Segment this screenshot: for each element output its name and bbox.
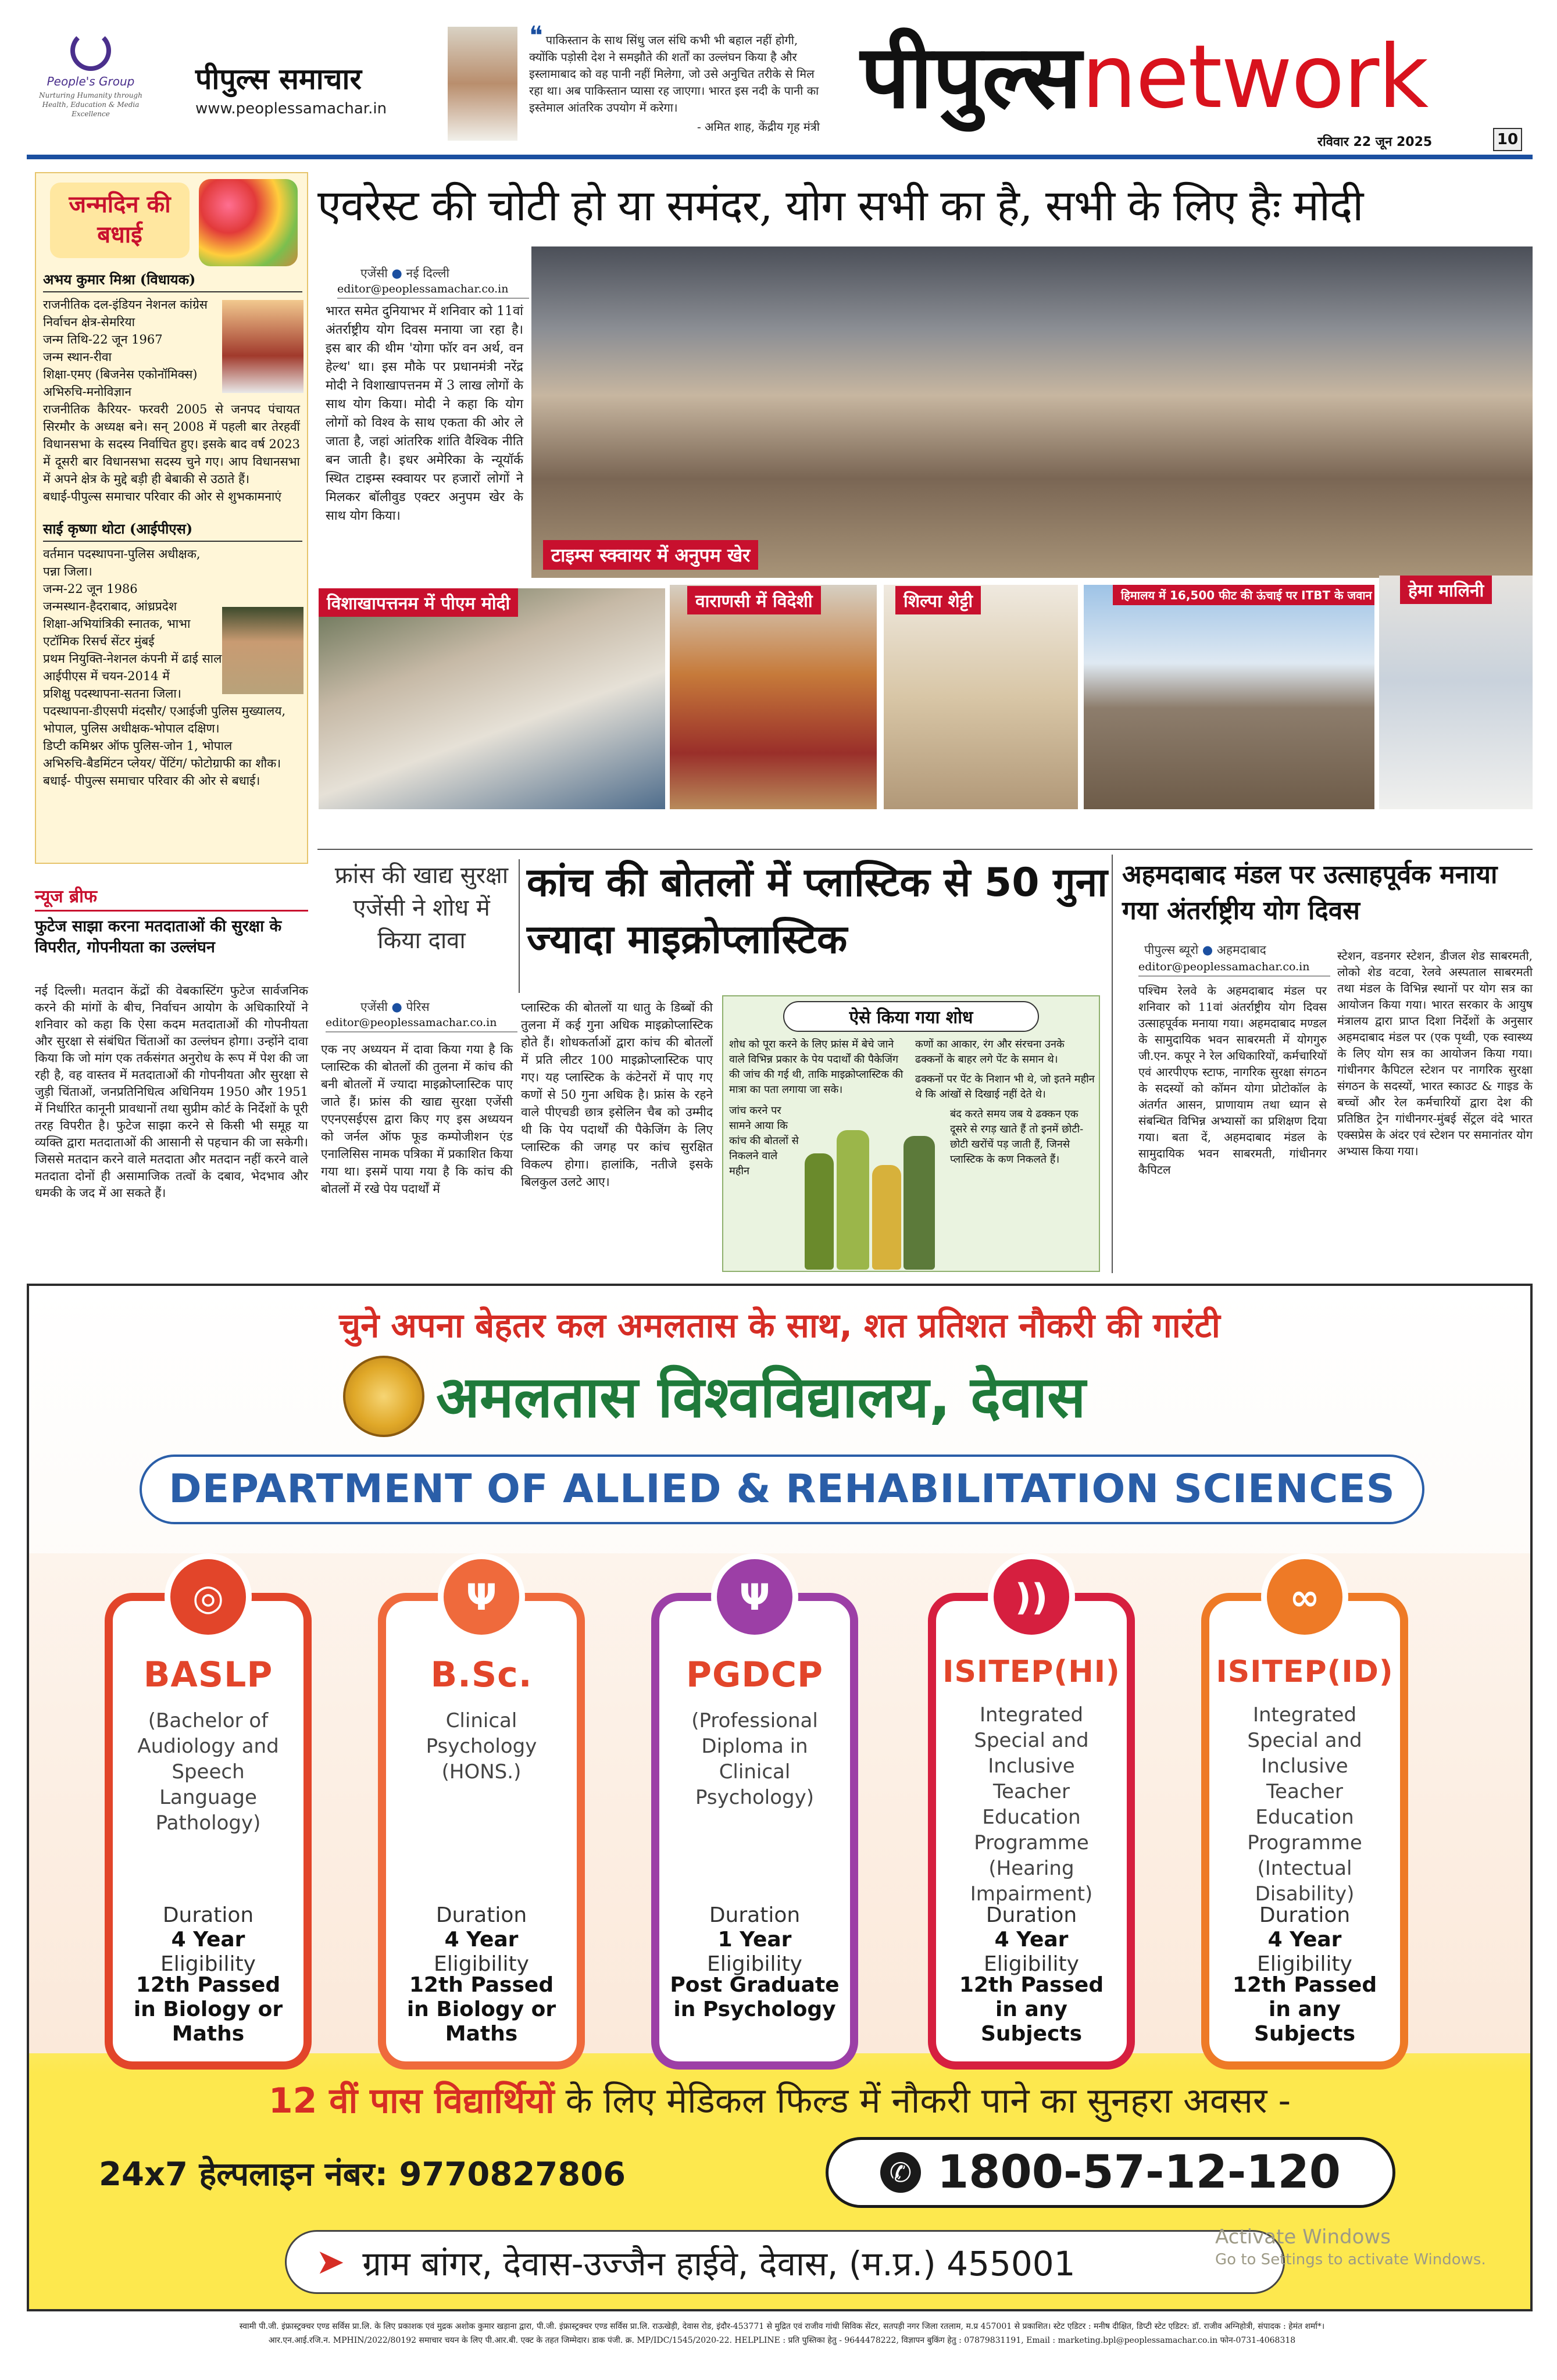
group-logo-icon bbox=[70, 30, 111, 71]
address-text: ग्राम बांगर, देवास-उज्जैन हाईवे, देवास, (म.प्र.) 455001 bbox=[362, 2243, 1076, 2283]
eligibility-label: Eligibility bbox=[434, 1952, 529, 1976]
helpline bbox=[99, 2151, 626, 2195]
person1-line: राजनीतिक कैरियर- फरवरी 2005 से जनपद पंचायत सिरमौर के अध्यक्ष बने। सन् 2008 में पहली बार तेरहवीं विधानसभा के सदस्य निर्वाचित हुए। इसके बाद वर्ष 2023 में दूसरी बार विधानसभा सदस्य चुने गए। आप विधानसभा में अपने क्षेत्र के मुद्दे बड़ी ही बेबाकी से उठाते हैं। bbox=[43, 402, 300, 486]
course-desc: (Professional Diploma in Clinical Psychology) bbox=[691, 1709, 818, 1809]
course-duration bbox=[659, 1903, 850, 1977]
plastic-kicker: फ्रांस की खाद्य सुरक्षा एजेंसी ने शोध में किया दावा bbox=[334, 862, 509, 954]
department-name: DEPARTMENT OF ALLIED & REHABILITATION SCIENCES bbox=[169, 1466, 1395, 1512]
watermark-sub: Go to Settings to activate Windows. bbox=[1215, 2251, 1486, 2268]
plastic-col1: एक नए अध्ययन में दावा किया गया है कि प्लास्टिक की बोतलों की तुलना में कांच की बनी बोतलों में ज्यादा माइक्रोप्लास्टिक पाए जाते हैं। फ्रांस की खाद्य सुरक्षा एजेंसी एएनएसईएस द्वारा किए गए इस अध्ययन को जर्नल ऑफ फूड कम्पोजीशन एंड एनालिसिस नामक पत्रिका में प्रकाशित किया गया था। इसमें पाया गया है कि कांच की बोतलों में रखे पेय पदार्थों में bbox=[321, 1042, 513, 1196]
eligibility-label: Eligibility bbox=[984, 1952, 1079, 1976]
caption-itbt: हिमालय में 16,500 फीट की ऊंचाई पर ITBT के जवान bbox=[1113, 585, 1374, 605]
department-banner bbox=[140, 1455, 1424, 1524]
caption-times-square: टाइम्स स्क्वायर में अनुपम खेर bbox=[543, 540, 758, 570]
location-arrow-icon: ➤ bbox=[316, 2242, 345, 2282]
ahmedabad-col1: पश्चिम रेलवे के अहमदाबाद मंडल पर शनिवार को 11वां अंतर्राष्ट्रीय योग दिवस उत्साहपूर्वक मनाया गया। अहमदाबाद मण्डल के सामुदायिक भवन साबरमती में योगगुरु जी.एन. कपूर ने रेल अधिकारियों, कर्मचारियों एवं आरपीएफ स्टाफ, नागरिक सुरक्षा संगठन के सदस्यों को कॉमन योगा प्रोटोकॉल के अंतर्गत आसन, प्राणायाम तथा ध्यान से संबन्धित विभिन्न अभ्यासों का प्रशिक्षण दिया गया। बता दें, अहमदाबाद मंडल के सामुदायिक भवन साबरमती, गांधीनगर कैपिटल bbox=[1138, 984, 1327, 1177]
bottle-icon bbox=[805, 1153, 834, 1270]
course-desc: Integrated Special and Inclusive Teacher Education Programme (Intectual Disability) bbox=[1247, 1703, 1362, 1906]
yoga-body: भारत समेत दुनियाभर में शनिवार को 11वां अंतर्राष्ट्रीय योग दिवस मनाया जा रहा है। इस बार की थीम 'योगा फॉर वन अर्थ, वन हेल्थ' था। इस मौके पर प्रधानमंत्री नरेंद्र मोदी ने विशाखापत्तनम में 3 लाख लोगों के साथ योग किया। मोदी ने कहा कि योग लोगों को विश्व के साथ एकता की ओर ले जाता है, जहां आंतरिक शांति वैश्विक नीति बन जाती है। इधर अमेरिका के न्यूयॉर्क स्थित टाइम्स स्क्वायर पर हजारों लोगों ने मिलकर बॉलीवुड एक्टर अनुपम खेर के साथ योग किया। bbox=[326, 304, 523, 523]
person1-line: निर्वाचन क्षेत्र-सेमरिया bbox=[43, 315, 135, 329]
person2-line: जन्मस्थान-हैदराबाद, आंध्रप्रदेश bbox=[43, 599, 177, 613]
section-rule bbox=[317, 849, 1533, 850]
person1-name: अभय कुमार मिश्रा (विधायक) bbox=[43, 270, 302, 292]
dot-icon: ● bbox=[391, 266, 402, 280]
caption-shilpa: शिल्पा शेट्टी bbox=[895, 586, 981, 614]
plastic-col2: प्लास्टिक की बोतलों या धातु के डिब्बों की तुलना में कई गुना अधिक माइक्रोप्लास्टिक होते हैं। शोधकर्ताओं द्वारा कांच की बोतलों में प्रति लीटर 100 माइक्रोप्लास्टिक पाए गए। यह प्लास्टिक के कंटेनरों में पाए गए कणों से 50 गुना अधिक है। फ्रांस के रहने वाले पीएचडी छात्र इसेलिन चैब को उम्मीद थी कि पेय पदार्थों की पैकेजिंग के लिए प्लास्टिक की जगह पर कांच सुरक्षित विकल्प होगा। हालांकि, नतीजे इसके बिलकुल उलटे आए। bbox=[521, 1000, 713, 1189]
eligibility-label: Eligibility bbox=[160, 1952, 256, 1976]
group-name: People's Group bbox=[47, 74, 135, 88]
duration-value: 4 Year bbox=[994, 1928, 1069, 1952]
hema-photo bbox=[1379, 576, 1533, 809]
person1-line: राजनीतिक दल-इंडियन नेशनल कांग्रेस bbox=[43, 298, 208, 312]
ahmedabad-email[interactable]: editor@peoplessamachar.co.in bbox=[1138, 960, 1330, 977]
imprint bbox=[35, 2320, 1529, 2347]
person2-line: डिप्टी कमिश्नर ऑफ पुलिस-जोन 1, भोपाल bbox=[43, 739, 233, 753]
newspaper-title bbox=[860, 28, 1535, 127]
course-card-bsc[interactable] bbox=[378, 1575, 585, 2070]
person1-photo bbox=[222, 300, 303, 393]
course-title: BASLP bbox=[143, 1654, 273, 1695]
opportunity-rest: के लिए मेडिकल फिल्ड में नौकरी पाने का सुनहरा अवसर - bbox=[565, 2081, 1291, 2121]
person2-line: जन्म-22 जून 1986 bbox=[43, 582, 138, 596]
ear-icon: ◎ bbox=[165, 1553, 252, 1641]
research-box-title: ऐसे किया गया शोध bbox=[783, 1001, 1039, 1032]
yoga-headline: एवरेस्ट की चोटी हो या समंदर, योग सभी का है, सभी के लिए हैः मोदी bbox=[317, 181, 1363, 231]
sister-paper-logo bbox=[195, 58, 428, 117]
person1-line: जन्म तिथि-22 जून 1967 bbox=[43, 333, 163, 346]
bottle-icon bbox=[837, 1130, 869, 1270]
bottle-icon bbox=[904, 1136, 935, 1270]
eligibility-label: Eligibility bbox=[1257, 1952, 1352, 1976]
course-duration bbox=[936, 1903, 1127, 1977]
course-card-pgdcp[interactable] bbox=[651, 1575, 858, 2070]
title-english: network bbox=[1081, 27, 1428, 128]
phone-icon: ✆ bbox=[880, 2152, 921, 2193]
course-card-isitep-id[interactable] bbox=[1201, 1575, 1408, 2070]
course-desc: Integrated Special and Inclusive Teacher Education Programme (Hearing Impairment) bbox=[970, 1703, 1093, 1906]
quote-author: - अमित शाह, केंद्रीय गृह मंत्री bbox=[697, 120, 820, 134]
duration-value: 4 Year bbox=[1267, 1928, 1342, 1952]
watermark-title: Activate Windows bbox=[1215, 2225, 1391, 2249]
news-brief-headline: फुटेज साझा करना मतदाताओं की सुरक्षा के विपरीत, गोपनीयता का उल्लंघन bbox=[35, 917, 282, 956]
opportunity-line bbox=[29, 2075, 1530, 2123]
ahmedabad-place: अहमदाबाद bbox=[1216, 943, 1266, 957]
person2-photo bbox=[222, 607, 303, 694]
course-duration bbox=[113, 1903, 303, 1977]
ahmedabad-headline: अहमदाबाद मंडल पर उत्साहपूर्वक मनाया गया अंतर्राष्ट्रीय योग दिवस bbox=[1122, 860, 1498, 925]
group-tagline: Nurturing Humanity through Health, Education & Media Excellence bbox=[39, 91, 142, 118]
quote-text: पाकिस्तान के साथ सिंधु जल संधि कभी भी बहाल नहीं होगी, क्योंकि पड़ोसी देश ने समझौते की शर्तों का उल्लंघन किया है और इस्लामाबाद को वह पानी नहीं मिलेगा, जो उसे अनुचित तरीके से मिल रहा था। अब पाकिस्तान प्यासा रह जाएगा। भारत इस नदी के पानी का इस्तेमाल आंतरिक उपयोग में करेगा। bbox=[529, 33, 819, 115]
yoga-agency: एजेंसी bbox=[360, 266, 388, 280]
duration-value: 4 Year bbox=[444, 1928, 519, 1952]
news-brief-label: न्यूज ब्रीफ bbox=[35, 884, 308, 912]
bottle-icon bbox=[872, 1165, 901, 1270]
caption-hema: हेमा मालिनी bbox=[1400, 576, 1492, 604]
duration-label: Duration bbox=[709, 1903, 801, 1927]
course-eligibility: Post Graduate in Psychology bbox=[670, 1973, 840, 2021]
sister-paper-name: पीपुल्स समाचार bbox=[195, 62, 362, 96]
plastic-headline: कांच की बोतलों में प्लास्टिक से 50 गुना ज्यादा माइक्रोप्लास्टिक bbox=[527, 860, 1108, 963]
plastic-agency: एजेंसी bbox=[360, 1000, 388, 1014]
research-point: ढक्कनों पर पेंट के निशान भी थे, जो इतने महीन थे कि आंखों से दिखाई नहीं देते थे। bbox=[915, 1073, 1095, 1100]
research-point: बंद करते समय जब ये ढक्कन एक दूसरे से रगड़ खाते हैं तो इनमें छोटी-छोटी खरोंचें पड़ जाती हैं, जिनसे प्लास्टिक के कण निकलते हैं। bbox=[950, 1108, 1084, 1166]
psi-icon: Ψ bbox=[438, 1553, 525, 1641]
quote-mark-icon: ❝ bbox=[529, 21, 543, 51]
course-eligibility: 12th Passed in Biology or Maths bbox=[406, 1973, 556, 2046]
person2-line: शिक्षा-अभियांत्रिकी स्नातक, भाभा एटॉमिक रिसर्च सेंटर मुंबई bbox=[43, 617, 191, 648]
bottles-illustration bbox=[805, 1113, 956, 1270]
column-divider bbox=[1112, 855, 1113, 1273]
plastic-place: पेरिस bbox=[406, 1000, 430, 1014]
address-bar bbox=[285, 2230, 1285, 2294]
person2-line: प्रशिक्षु पदस्थापना-सतना जिला। bbox=[43, 687, 181, 701]
yoga-email[interactable]: editor@peoplessamachar.co.in bbox=[337, 283, 529, 299]
birthday-box bbox=[35, 172, 308, 864]
ahmedabad-agency: पीपुल्स ब्यूरो bbox=[1144, 943, 1199, 957]
ahmedabad-dateline bbox=[1144, 942, 1336, 958]
course-duration bbox=[1209, 1903, 1400, 1977]
helpline-label: 24x7 हेल्पलाइन नंबर: bbox=[99, 2156, 388, 2193]
website-link[interactable]: www.peoplessamachar.in bbox=[195, 100, 387, 117]
news-brief-body: नई दिल्ली। मतदान केंद्रों की वेबकास्टिंग फुटेज सार्वजनिक करने की मांगों के बीच, निर्वाचन आयोग के अधिकारियों ने शनिवार को कहा कि ऐसा कदम मतदाताओं की गोपनीयता और सुरक्षा से संबंधित चिंताओं का उल्लंघन होगा। उन्होंने दावा किया कि जो मांग एक तर्कसंगत अनुरोध के रूप में पेश की जा रही है, वह वास्तव में मतदाताओं की गोपनीयता और सुरक्षा से जुड़ी चिंताओं, जनप्रतिनिधित्व अधिनियम 1950 और 1951 में निर्धारित कानूनी प्रावधानों तथा सुप्रीम कोर्ट के निर्देशों के पूरी तरह विपरीत है। फुटेज साझा करने से किसी भी समूह या व्यक्ति द्वारा मतदाताओं की आसानी से पहचान की जा सकेगी। जिससे मतदान करने वाले मतदाता और मतदान नहीं करने वाले मतदाता दोनों ही असामाजिक तत्वों के दबाव, भेदभाव और धमकी के जद में आ सकते हैं। bbox=[35, 984, 308, 1200]
person2-line: पदस्थापना-डीएसपी मंदसौर/ एआईजी पुलिस मुख्यालय, भोपाल, पुलिस अधीक्षक-भोपाल दक्षिण। bbox=[43, 704, 286, 735]
hearing-icon: )) bbox=[988, 1553, 1075, 1641]
course-desc: (Bachelor of Audiology and Speech Language Pathology) bbox=[137, 1709, 279, 1835]
imprint-line-1: स्वामी पी.जी. इंफ्रास्ट्रक्चर एण्ड सर्विस प्रा.लि. के लिए प्रकाशक एवं मुद्रक अशोक कुमार खड़ाना द्वारा, पी.जी. इंफ्रास्ट्रक्चर एण्ड सर्विस प्रा.लि. राऊखेड़ी, देवास रोड, इंदौर-453771 से मुद्रित एवं राजीव गांधी सिविक सेंटर, सतपड़ी नगर जिला रतलाम, म.प्र 457001 से प्रकाशित। स्टेट एडिटर : मनीष दीक्षित, डिप्टी स्टेट एडिटर: डॉ. राजीव अग्निहोत्री, संपादक : हेमंत शर्मा*। bbox=[239, 2322, 1325, 2331]
course-title: B.Sc. bbox=[430, 1654, 533, 1695]
caption-modi: विशाखापत्तनम में पीएम मोदी bbox=[319, 588, 518, 617]
course-eligibility: 12th Passed in Biology or Maths bbox=[133, 1973, 283, 2046]
date-line: रविवार 22 जून 2025 bbox=[1317, 135, 1433, 149]
title-hindi: पीपुल्स bbox=[860, 27, 1082, 128]
course-eligibility: 12th Passed in any Subjects bbox=[1232, 1973, 1377, 2046]
opportunity-highlight: 12 वीं पास विद्यार्थियों bbox=[268, 2081, 555, 2121]
amit-shah-photo bbox=[448, 27, 517, 141]
person2-line: अभिरुचि-बैडमिंटन प्लेयर/ पेंटिंग/ फोटोग्राफी का शौक। bbox=[43, 756, 281, 770]
caption-varanasi: वाराणसी में विदेशी bbox=[687, 586, 821, 614]
person2-name: साई कृष्णा थोटा (आईपीएस) bbox=[43, 519, 302, 542]
course-eligibility: 12th Passed in any Subjects bbox=[959, 1973, 1104, 2046]
brain-icon: ∞ bbox=[1261, 1553, 1348, 1641]
research-point: जांच करने पर सामने आया कि कांच की बोतलों से निकलने वाले महीन bbox=[729, 1105, 799, 1177]
university-name: अमलतास विश्वविद्यालय, देवास bbox=[436, 1364, 1086, 1431]
yoga-place: नई दिल्ली bbox=[406, 266, 449, 280]
birthday-heading-banner bbox=[50, 183, 190, 258]
person2-line: आईपीएस में चयन-2014 में bbox=[43, 669, 170, 683]
dot-icon: ● bbox=[1202, 943, 1213, 957]
person1-line: जन्म स्थान-रीवा bbox=[43, 350, 112, 364]
quote-block bbox=[529, 21, 820, 134]
research-point: शोध को पूरा करने के लिए फ्रांस में बेचे जाने वाले विभिन्न प्रकार के पेय पदार्थों की पैकेजिंग की जांच की गई थी, ताकि माइक्रोप्लास्टिक की मात्रा का पता लगाया जा सके। bbox=[729, 1038, 904, 1096]
ahmedabad-col2: स्टेशन, वडनगर स्टेशन, डीजल शेड साबरमती, लोको शेड वटवा, रेलवे अस्पताल साबरमती तथा मंडल के विभिन्न स्थानों पर योग सत्र का आयोजन किया गया। भारत सरकार के आयुष मंत्रालय द्वारा प्राप्त दिशा निर्देशों के अनुसार अहमदाबाद मंडल पर (एक पृथ्वी, एक स्वास्थ्य के लिए योग सत्र का आयोजन किया गया। गांधीनगर कैपिटल स्टेशन पर नागरिक सुरक्षा संगठन के सदस्यों, भारत स्काउट & गाइड के बच्चों और रेल कर्मचारियों द्वारा देश की प्रतिष्ठित ट्रेन गांधीनगर-मुंबई सेंट्रल वंदे भारत एक्सप्रेस के अंदर एवं स्टेशन पर समानांतर योग अभ्यास किया गया। bbox=[1337, 949, 1533, 1158]
modi-photo bbox=[319, 588, 665, 809]
eligibility-label: Eligibility bbox=[707, 1952, 802, 1976]
person1-line: बधाई-पीपुल्स समाचार परिवार की ओर से शुभकामनाएं bbox=[43, 489, 281, 503]
times-square-photo bbox=[531, 246, 1533, 578]
course-title: ISITEP(ID) bbox=[1216, 1654, 1394, 1689]
course-card-isitep-hi[interactable] bbox=[928, 1575, 1135, 2070]
duration-label: Duration bbox=[162, 1903, 254, 1927]
yoga-dateline bbox=[360, 265, 523, 281]
course-duration bbox=[386, 1903, 577, 1977]
duration-value: 1 Year bbox=[717, 1928, 792, 1952]
birthday-heading: जन्मदिन की बधाई bbox=[69, 191, 171, 248]
windows-watermark bbox=[1215, 2225, 1486, 2268]
tollfree-pill[interactable] bbox=[826, 2137, 1395, 2208]
research-box bbox=[722, 995, 1100, 1272]
course-card-baslp[interactable] bbox=[105, 1575, 312, 2070]
tollfree-number: 1800-57-12-120 bbox=[937, 2146, 1341, 2199]
psi-icon: Ψ bbox=[711, 1553, 798, 1641]
kicker-divider bbox=[519, 859, 520, 993]
peoples-group-logo bbox=[33, 30, 149, 141]
page-number: 10 bbox=[1493, 128, 1522, 151]
helpline-number[interactable]: 9770827806 bbox=[399, 2156, 626, 2193]
imprint-line-2: आर.एन.आई.रजि.न. MPHIN/2022/80192 समाचार चयन के लिए पी.आर.बी. एक्ट के तहत जिम्मेदार। डाक पंजी. क्र. MP/IDC/1545/2020-22. HELPLINE : प्रति पुस्तिका हेतु - 9644478222, विज्ञापन बुकिंग हेतु : 07879831191, Email : marketing.bpl@peoplessamachar.co.in फोन-0731-4068318 bbox=[268, 2336, 1296, 2345]
varanasi-photo bbox=[670, 585, 877, 809]
ad-top-line: चुने अपना बेहतर कल अमलतास के साथ, शत प्रतिशत नौकरी की गारंटी bbox=[339, 1306, 1220, 1345]
person1-line: शिक्षा-एमए (बिजनेस एकोनॉमिक्स) bbox=[43, 367, 198, 381]
gift-basket-icon bbox=[199, 179, 298, 266]
plastic-email[interactable]: editor@peoplessamachar.co.in bbox=[326, 1016, 517, 1032]
person2-line: वर्तमान पदस्थापना-पुलिस अधीक्षक, पन्ना जिला। bbox=[43, 547, 201, 578]
duration-label: Duration bbox=[985, 1903, 1077, 1927]
university-logo bbox=[343, 1356, 424, 1437]
duration-value: 4 Year bbox=[171, 1928, 245, 1952]
shilpa-photo bbox=[884, 585, 1078, 809]
plastic-dateline bbox=[360, 999, 523, 1015]
course-title: ISITEP(HI) bbox=[942, 1654, 1120, 1689]
duration-label: Duration bbox=[1259, 1903, 1351, 1927]
itbt-photo bbox=[1084, 585, 1374, 809]
dot-icon: ● bbox=[391, 1000, 402, 1014]
duration-label: Duration bbox=[435, 1903, 527, 1927]
course-title: PGDCP bbox=[685, 1654, 824, 1695]
course-desc: Clinical Psychology (HONS.) bbox=[426, 1709, 537, 1784]
masthead-rule bbox=[27, 155, 1533, 159]
research-point: कणों का आकार, रंग और संरचना उनके ढक्कनों के बाहर लगे पेंट के समान थे। bbox=[915, 1038, 1065, 1066]
person1-line: अभिरुचि-मनोविज्ञान bbox=[43, 385, 131, 399]
person2-line: प्रथम नियुक्ति-नेशनल कंपनी में ढाई साल bbox=[43, 652, 222, 666]
person2-line: बधाई- पीपुल्स समाचार परिवार की ओर से बधाई। bbox=[43, 774, 260, 788]
